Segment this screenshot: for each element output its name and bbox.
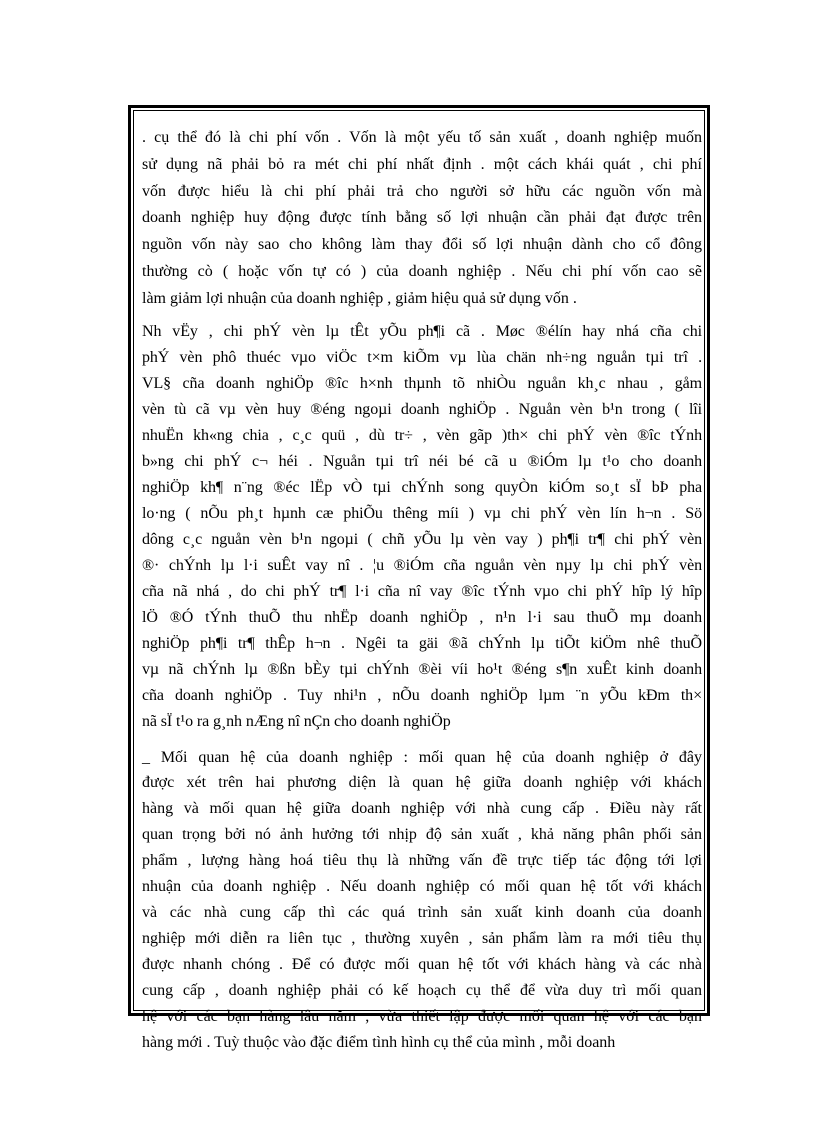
text-line: vèn tù cã vµ vèn huy ®éng ngoµi doanh nghiÖp . Nguån vèn b¹n trong ( lîi	[142, 400, 702, 418]
text-line: hàng mới . Tuỳ thuộc vào đặc điểm tình hình cụ thể của mình , mỗi doanh	[142, 1033, 616, 1051]
text-line: lÖ ®Ó tÝnh thuÕ thu nhËp doanh nghiÖp , n¹n l·i sau thuÕ mµ doanh	[142, 608, 702, 626]
text-line: nhuận của doanh nghiệp . Nếu doanh nghiệp có mối quan hệ tốt với khách	[142, 877, 702, 895]
text-line: cña nã nhá , do chi phÝ tr¶ l·i cña nî vay ®îc tÝnh vµo chi phÝ hîp lý hîp	[142, 582, 702, 600]
document-body	[142, 125, 702, 1056]
text-line: Nh vËy , chi phÝ vèn lµ tÊt yÕu ph¶i cã . Møc ®élín hay nhá cña chi	[142, 322, 702, 340]
paragraph-business-relations	[142, 746, 702, 1056]
paragraph-cost-of-capital	[142, 125, 702, 313]
text-line: và các nhà cung cấp thì các quá trình sản xuất kinh doanh của doanh	[142, 903, 702, 921]
text-line: cña doanh nghiÖp . Tuy nhi¹n , nÕu doanh nghiÖp lµm ¨n yÕu kÐm th×	[142, 686, 702, 704]
text-line: được xét trên hai phương diện là quan hệ giữa doanh nghiệp với khách	[142, 773, 702, 791]
text-line: nghiÖp ph¶i tr¶ thÊp h¬n . Ngêi ta gäi ®ã chÝnh lµ tiÕt kiÖm nhê thuÕ	[142, 634, 702, 652]
text-line: vốn được hiểu là chi phí phải trả cho người sở hữu các nguồn vốn mà	[142, 182, 702, 200]
text-line: phÝ vèn phô thuéc vµo viÖc t×m kiÕm vµ lùa chän nh÷ng nguån tµi trî .	[142, 348, 702, 366]
text-line: được nhanh chóng . Để có được mối quan hệ tốt với khách hàng và các nhà	[142, 955, 702, 973]
text-line: doanh nghiệp huy động được tính bằng số lợi nhuận cần phải đạt được trên	[142, 209, 702, 227]
text-line: vµ nã chÝnh lµ ®ßn bÈy tµi chÝnh ®èi víi ho¹t ®éng s¶n xuÊt kinh doanh	[142, 660, 702, 678]
text-line: VL§ cña doanh nghiÖp ®îc h×nh thµnh tõ nhiÒu nguån kh¸c nhau , gåm	[142, 374, 702, 392]
text-line: nã sÏ t¹o ra g¸nh nÆng nî nÇn cho doanh nghiÖp	[142, 712, 451, 730]
text-line: cung cấp , doanh nghiệp phải có kế hoạch cụ thể để vừa duy trì mối quan	[142, 981, 702, 999]
paragraph-capital-sources	[142, 319, 702, 735]
text-line: sử dụng nã phải bỏ ra mét chi phí nhất định . một cách khái quát , chi phí	[142, 155, 702, 173]
text-line: phẩm , lượng hàng hoá tiêu thụ là những vấn đề trực tiếp tác động tới lợi	[142, 851, 702, 869]
text-line: nhuËn kh«ng chia , c¸c quü , dù tr÷ , vèn gãp )th× chi phÝ vèn ®îc tÝnh	[142, 426, 702, 444]
text-line: làm giảm lợi nhuận của doanh nghiệp , giảm hiệu quả sử dụng vốn .	[142, 289, 577, 307]
text-line: b»ng chi phÝ c¬ héi . Nguån tµi trî néi bé cã u ®iÓm lµ t¹o cho doanh	[142, 452, 702, 470]
page-border	[128, 105, 710, 1051]
text-line: dông c¸c nguån vèn b¹n ngoµi ( chñ yÕu lµ vèn vay ) ph¶i tr¶ chi phÝ vèn	[142, 530, 702, 548]
text-line: ®· chÝnh lµ l·i suÊt vay nî . ¦u ®iÓm cña nguån vèn nµy lµ chi phÝ vèn	[142, 556, 702, 574]
text-line: nghiÖp kh¶ n¨ng ®éc lËp vÒ tµi chÝnh song quyÒn kiÓm so¸t sÏ bÞ pha	[142, 478, 702, 496]
text-line: quan trọng bởi nó ảnh hưởng tới nhịp độ sản xuất , khả năng phân phối sản	[142, 825, 702, 843]
text-line: hệ với các bạn hàng lâu năm , vừa thiết lập được mối quan hệ với các bạn	[142, 1007, 702, 1025]
text-line: . cụ thể đó là chi phí vốn . Vốn là một yếu tố sản xuất , doanh nghiệp muốn	[142, 129, 702, 146]
text-line: nghiệp mới diễn ra liên tục , thường xuyên , sản phẩm làm ra mới tiêu thụ	[142, 929, 702, 947]
text-line: thường cò ( hoặc vốn tự có ) của doanh nghiệp . Nếu chi phí vốn cao sẽ	[142, 262, 702, 280]
text-line: hàng và mối quan hệ giữa doanh nghiệp với nhà cung cấp . Điều này rất	[142, 799, 702, 817]
text-line: nguồn vốn này sao cho không làm thay đổi số lợi nhuận dành cho cổ đông	[142, 236, 702, 254]
text-line: lo·ng ( nÕu ph¸t hµnh cæ phiÕu thêng míi ) vµ chi phÝ vèn lín h¬n . Sö	[142, 504, 702, 522]
text-line: _ Mối quan hệ của doanh nghiệp : mối quan hệ của doanh nghiệp ở đây	[142, 748, 702, 766]
